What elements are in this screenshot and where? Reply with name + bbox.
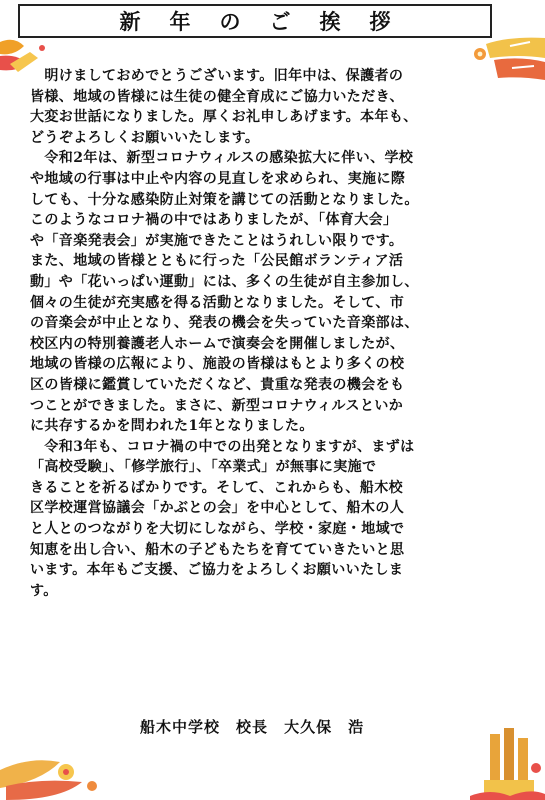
text-line: 明けましておめでとうございます。旧年中は、保護者の [30,68,404,84]
greeting-body [30,66,536,601]
text-line: 個々の生徒が充実感を得る活動となりました。そして、市 [30,294,405,311]
title-box [18,4,492,38]
text-line: の音楽会が中止となり、発表の機会を失っていた音楽部は、 [30,315,419,332]
bottom-left-decoration [0,752,110,800]
text-line: 令和2年は、新型コロナウィルスの感染拡大に伴い、学校 [30,150,414,167]
text-line: 皆様、地域の皆様には生徒の健全育成にご協力いただき、 [30,88,404,105]
text-line: 地域の皆様の広報により、施設の皆様はもとより多くの校 [30,356,405,373]
text-line: 校区内の特別養護老人ホームで演奏会を開催しましたが、 [30,335,405,352]
text-line: に共存するかを問われた1年となりました。 [30,418,314,435]
signature-school: 船木中学校 [140,718,221,736]
text-line: と人とのつながりを大切にしながら、学校・家庭・地域で [30,521,405,538]
text-line: きることを祈るばかりです。そして、これからも、船木校 [30,479,403,496]
text-line: このようなコロナ禍の中ではありましたが、「体育大会」 [30,212,398,229]
text-line: います。本年もご支援、ご協力をよろしくお願いいたしま [30,562,404,579]
text-line: また、地域の皆様とともに行った「公民館ボランティア活 [30,253,404,270]
text-line: 令和3年も、コロナ禍の中での出発となりますが、まずは [30,438,415,455]
text-line: どうぞよろしくお願いいたします。 [30,129,260,146]
text-line: 区の皆様に鑑賞していただくなど、貴重な発表の機会をも [30,376,405,393]
signature [140,716,364,737]
signature-role: 校長 [236,718,269,736]
text-line: つことができました。まさに、新型コロナウィルスといか [30,397,404,414]
paragraph-1 [30,66,536,148]
text-line: 大変お世話になりました。厚くお礼申しあげます。本年も、 [30,109,418,126]
paragraph-2 [30,148,536,436]
text-line: 「高校受験」、「修学旅行」、「卒業式」が無事に実施で [30,459,377,476]
text-line: 知恵を出し合い、船木の子どもたちを育てていきたいと思 [30,541,405,558]
bottom-right-decoration [470,724,545,800]
text-line: や地域の行事は中止や内容の見直しを求められ、実施に際 [30,170,406,187]
page-title: 新年のご挨拶 [119,9,420,34]
signature-name: 大久保 浩 [284,718,365,736]
text-line: す。 [30,582,58,599]
text-line: 区学校運営協議会「かぶとの会」を中心として、船木の人 [30,500,405,517]
text-line: 動」や「花いっぱい運動」には、多くの生徒が自主参加し、 [30,273,419,290]
paragraph-3 [30,437,536,602]
text-line: しても、十分な感染防止対策を講じての活動となりました。 [30,191,419,208]
text-line: や「音楽発表会」が実施できたことはうれしい限りです。 [30,232,404,249]
